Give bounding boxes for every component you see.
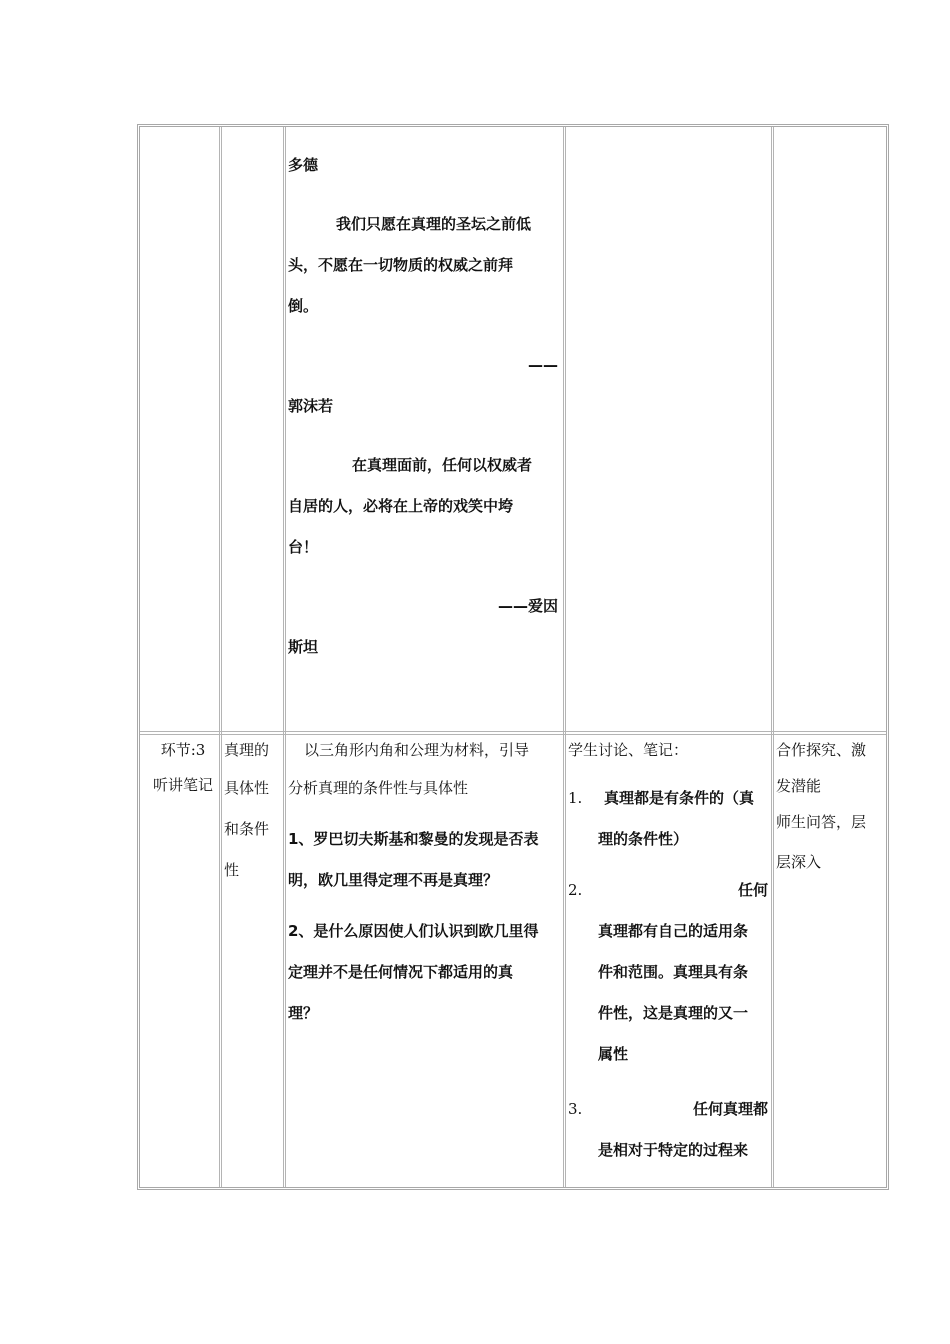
note-item-2: [568, 870, 768, 1075]
note-line: 是相对于特定的过程来: [598, 1141, 749, 1159]
note-line: 属性: [598, 1045, 629, 1063]
note-number: 1.: [568, 789, 583, 807]
column-divider: [219, 127, 222, 1187]
quote3-line2: 自居的人，必将在上帝的戏笑中垮: [288, 497, 514, 515]
quote2-author: 郭沫若: [288, 397, 334, 415]
question2-line3: 理？: [288, 1004, 319, 1022]
question2-line1: 2、是什么原因使人们认识到欧几里得: [288, 922, 539, 940]
student-activity-cell: [568, 733, 768, 1171]
note-line: 理的条件性）: [598, 830, 689, 848]
note-item-1: [568, 778, 768, 860]
quote3-author-tail: 斯坦: [288, 638, 319, 656]
column-divider: [283, 127, 286, 1187]
column-divider: [563, 127, 566, 1187]
stage-label: 环节:3: [160, 741, 206, 759]
quote2-line1: 我们只愿在真理的圣坛之前低: [336, 215, 532, 233]
note-number: 2.: [568, 881, 583, 899]
intent-line: 合作探究、激: [776, 741, 867, 759]
intent-line: 发潜能: [776, 777, 822, 795]
column-divider: [771, 127, 774, 1187]
note-line: 任何真理都: [692, 1100, 768, 1118]
quote3-line3: 台！: [288, 538, 319, 556]
note-item-3: [568, 1089, 768, 1171]
student-activity-head: 学生讨论、笔记：: [568, 741, 689, 759]
note-line: 任何: [737, 881, 768, 899]
note-number: 3.: [568, 1100, 583, 1118]
quote3-dash: ——爱因: [497, 597, 558, 615]
design-intent-cell: [776, 733, 886, 884]
quote3-line1: 在真理面前，任何以权威者: [352, 456, 533, 474]
intro-line1: 以三角形内角和公理为材料，引导: [304, 741, 530, 759]
topic-line: 具体性: [224, 779, 270, 797]
topic-line: 性: [224, 861, 240, 879]
topic-line: 和条件: [224, 820, 270, 838]
quote1-author-tail: 多德: [288, 156, 319, 174]
question2-line2: 定理并不是任何情况下都适用的真: [288, 963, 514, 981]
topic-line: 真理的: [224, 741, 270, 759]
lesson-plan-table: [137, 124, 889, 1190]
topic-cell: [224, 733, 282, 891]
quotes-cell: [288, 145, 558, 668]
note-line: 真理都有自己的适用条: [598, 922, 749, 940]
note-line: 件性，这是真理的又一: [598, 1004, 749, 1022]
note-line: 真理都是有条件的（真: [604, 789, 755, 807]
intent-line: 师生问答，层: [776, 813, 867, 831]
stage-activity: 听讲笔记: [152, 776, 213, 794]
teacher-activity-cell: [288, 733, 562, 1034]
question1-line2: 明，欧几里得定理不再是真理？: [288, 871, 499, 889]
intent-line: 层深入: [776, 853, 822, 871]
stage-cell: [146, 733, 220, 803]
question1-line1: 1、罗巴切夫斯基和黎曼的发现是否表: [288, 830, 539, 848]
note-line: 件和范围。真理具有条: [598, 963, 749, 981]
intro-line2: 分析真理的条件性与具体性: [288, 779, 469, 797]
quote2-line2: 头，不愿在一切物质的权威之前拜: [288, 256, 514, 274]
quote2-line3: 倒。: [288, 297, 319, 315]
quote2-dash: ——: [528, 356, 558, 374]
